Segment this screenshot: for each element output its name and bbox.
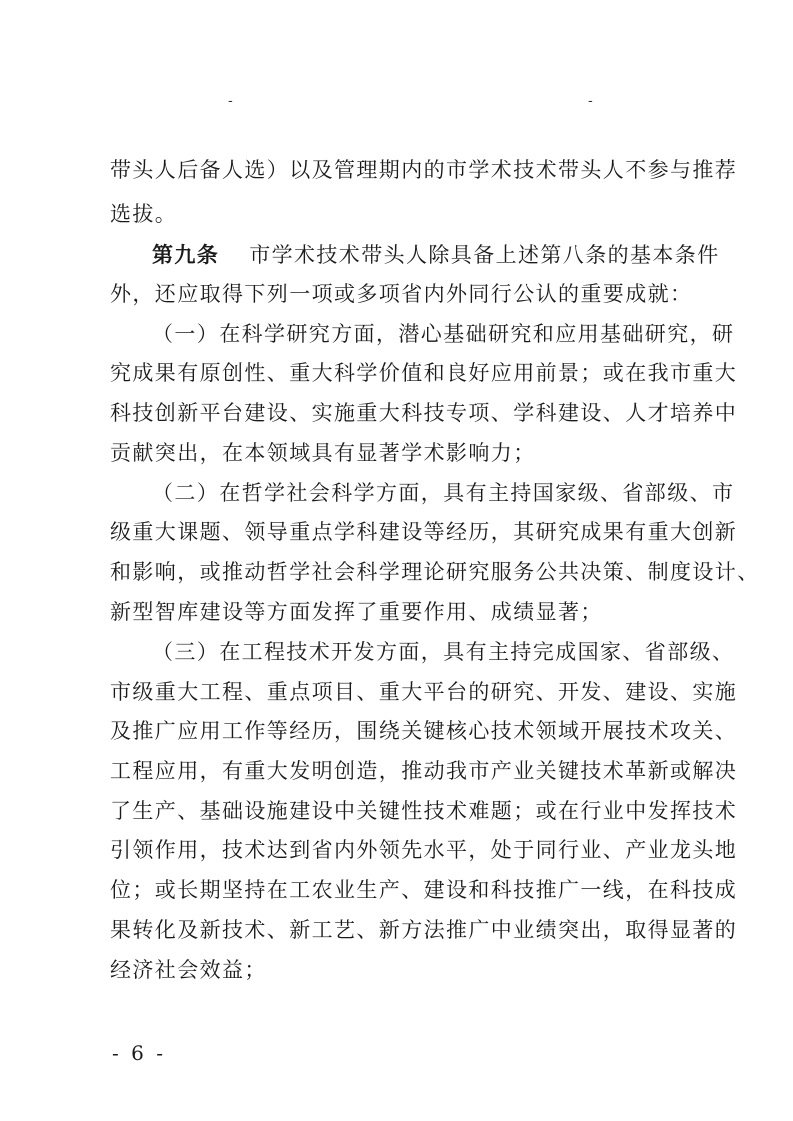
text-line: 新型智库建设等方面发挥了重要作用、成绩显著； [110,600,603,624]
text-line: 经济社会效益； [110,958,267,982]
item-3-line: （三）在工程技术开发方面，具有主持完成国家、省部级、 [152,640,735,664]
item-1-line: （一）在科学研究方面，潜心基础研究和应用基础研究，研 [152,322,735,346]
article-text: 市学术技术带头人除具备上述第八条的基本条件 [249,243,720,267]
text-line: 工程应用，有重大发明创造，推动我市产业关键技术革新或解决 [110,759,738,783]
text-line: 带头人后备人选）以及管理期内的市学术技术带头人不参与推荐 [110,158,738,182]
article-9-line [152,242,720,268]
header-mark-right: - [588,93,593,109]
text-line: 外，还应取得下列一项或多项省内外同行公认的重要成就： [110,282,693,306]
article-title: 第九条 [152,242,220,267]
text-line: 究成果有原创性、重大科学价值和良好应用前景；或在我市重大 [110,361,738,385]
text-line: 和影响，或推动哲学社会科学理论研究服务公共决策、制度设计、 [110,560,760,584]
text-line: 选拔。 [110,202,178,226]
text-line: 市级重大工程、重点项目、重大平台的研究、开发、建设、实施 [110,680,738,704]
text-line: 了生产、基础设施建设中关键性技术难题；或在行业中发挥技术 [110,799,738,823]
text-line: 位；或长期坚持在工农业生产、建设和科技推广一线，在科技成 [110,878,738,902]
text-line: 及推广应用工作等经历，围绕关键核心技术领域开展技术攻关、 [110,719,738,743]
item-2-line: （二）在哲学社会科学方面，具有主持国家级、省部级、市 [152,481,735,505]
text-line: 科技创新平台建设、实施重大科技专项、学科建设、人才培养中 [110,401,738,425]
page-number: - 6 - [112,1041,166,1065]
text-line: 果转化及新技术、新工艺、新方法推广中业绩突出，取得显著的 [110,918,738,942]
text-line: 贡献突出，在本领域具有显著学术影响力； [110,441,536,465]
text-line: 引领作用，技术达到省内外领先水平，处于同行业、产业龙头地 [110,838,738,862]
header-mark-left: - [228,93,233,109]
text-line: 级重大课题、领导重点学科建设等经历，其研究成果有重大创新 [110,520,738,544]
